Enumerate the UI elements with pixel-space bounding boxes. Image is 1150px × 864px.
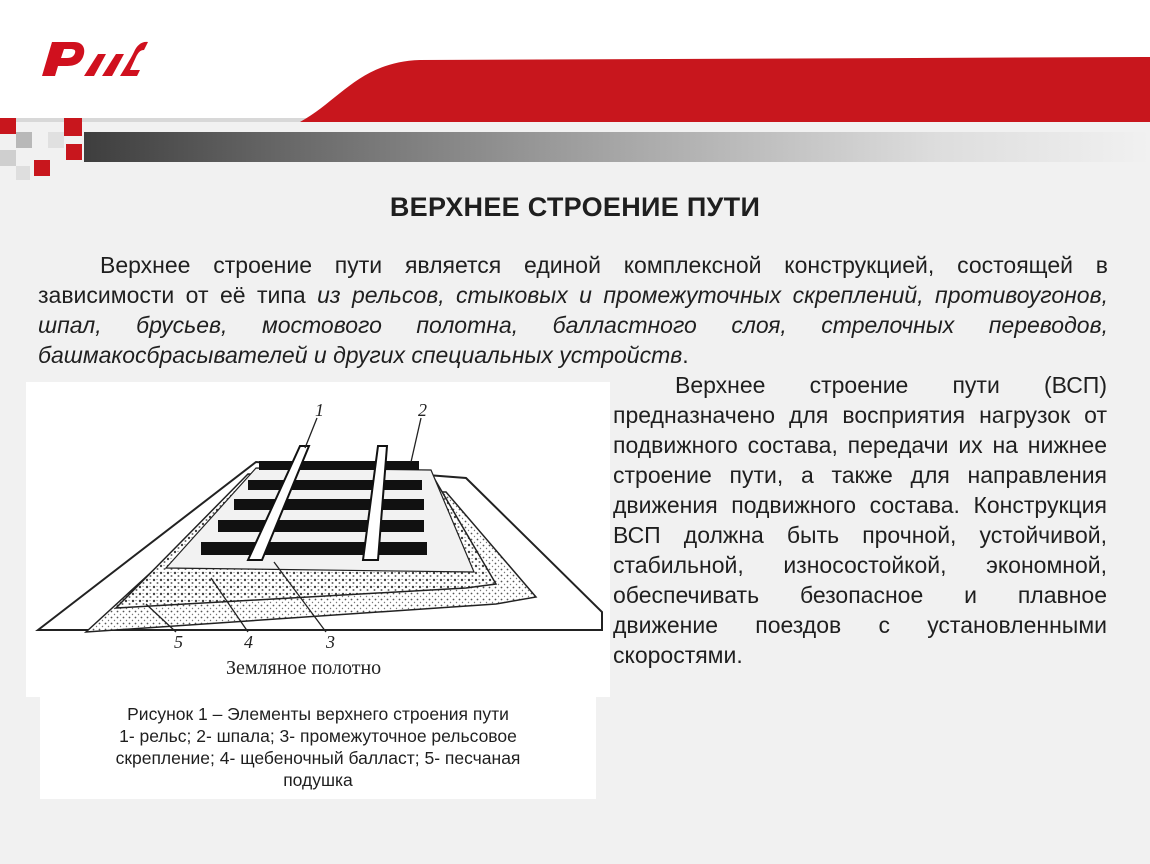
header-red-swoosh — [0, 0, 1150, 122]
label-1-rail: 1 — [315, 400, 324, 420]
intro-end-text: . — [682, 342, 689, 368]
caption-line: подушка — [283, 770, 353, 790]
slide-title: ВЕРХНЕЕ СТРОЕНИЕ ПУТИ — [389, 192, 761, 222]
caption-line: скрепление; 4- щебеночный балласт; 5- песчаная — [115, 748, 521, 768]
label-4-ballast: 4 — [244, 632, 253, 652]
label-2-sleeper: 2 — [418, 400, 427, 420]
label-5-sand: 5 — [174, 632, 183, 652]
ground-label: Земляное полотно — [226, 657, 382, 679]
caption-line: 1- рельс; 2- шпала; 3- промежуточное рельсовое — [119, 726, 517, 746]
caption-line: Рисунок 1 – Элементы верхнего строения пути — [127, 704, 509, 724]
track-structure-figure — [26, 382, 610, 697]
figure-caption — [40, 697, 596, 799]
purpose-paragraph: Верхнее строение пути (ВСП) предназначено для восприятия нагрузок от подвижного состава, передачи их на нижнее строение пути, а также для направления движения подвижного состава. Конструкция ВСП должна быть прочной, устойчивой, стабильной, износостойкой, экономной, обеспечивать безопасное и плавное движение поездов с установленными скоростями. — [613, 372, 1107, 668]
rzd-logo — [36, 30, 154, 84]
header-gradient-bar — [84, 132, 1150, 162]
intro-paragraph — [38, 250, 1108, 370]
intro-italic-text: из рельсов, стыковых и промежуточных скреплений, противоугонов, шпал, брусьев, мостового полотна, балластного слоя, стрелочных переводов, башмакосбрасывателей и других специальных устройств — [38, 282, 1108, 368]
decorative-squares — [0, 118, 110, 188]
track-structure-drawing — [26, 382, 610, 697]
label-3-fastening: 3 — [326, 632, 335, 652]
intro-plain-text: Верхнее строение пути является единой комплексной конструкцией, состоящей в зависимости от её типа — [38, 252, 1108, 308]
